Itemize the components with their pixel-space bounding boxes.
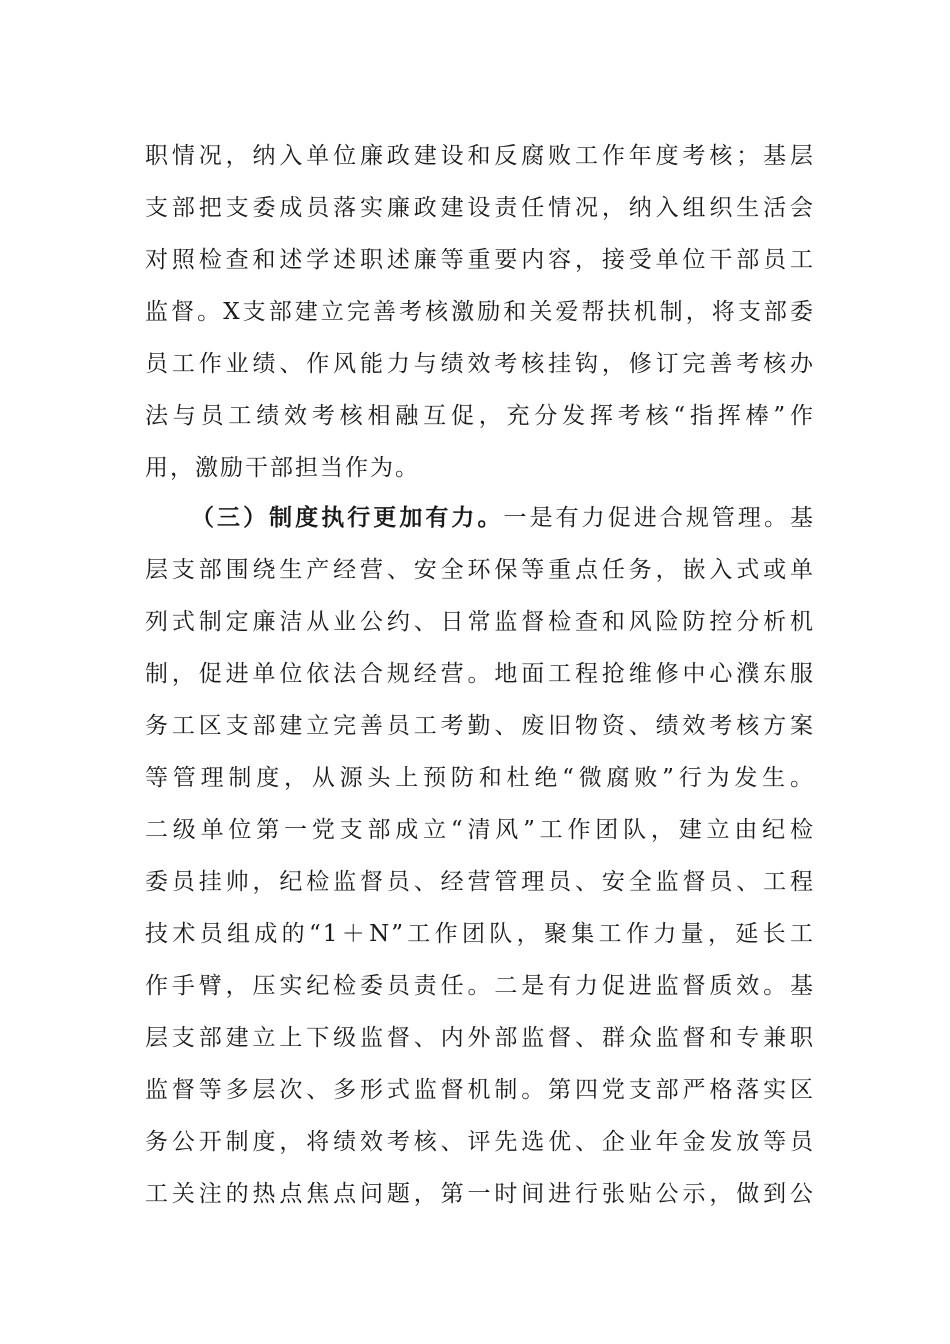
text-line: 对照检查和述学述职述廉等重要内容，接受单位干部员工 <box>145 247 815 273</box>
text-line: 职情况，纳入单位廉政建设和反腐败工作年度考核；基层 <box>145 143 815 169</box>
text-line: 层支部围绕生产经营、安全环保等重点任务，嵌入式或单 <box>145 557 815 583</box>
paragraph-assessment <box>145 130 815 494</box>
text-line: 监督等多层次、多形式监督机制。第四党支部严格落实区 <box>145 1077 815 1103</box>
text-line: 务工区支部建立完善员工考勤、废旧物资、绩效考核方案 <box>145 713 815 739</box>
text-line: 列式制定廉洁从业公约、日常监督检查和风险防控分析机 <box>145 609 815 635</box>
section-heading: （三）制度执行更加有力。 <box>191 504 504 531</box>
text-line: 制，促进单位依法合规经营。地面工程抢维修中心濮东服 <box>145 661 815 687</box>
text-line: 等管理制度，从源头上预防和杜绝“微腐败”行为发生。 <box>145 765 815 791</box>
text-line: 监督。X支部建立完善考核激励和关爱帮扶机制，将支部委 <box>145 299 815 325</box>
text-line: 员工作业绩、作风能力与绩效考核挂钩，修订完善考核办 <box>145 351 815 377</box>
text-line: 二级单位第一党支部成立“清风”工作团队，建立由纪检 <box>145 817 815 843</box>
text-line: 用，激励干部担当作为。 <box>145 455 420 481</box>
text-line: 技术员组成的“1＋N”工作团队，聚集工作力量，延长工 <box>145 921 815 947</box>
text-line: 法与员工绩效考核相融互促，充分发挥考核“指挥棒”作 <box>145 403 815 429</box>
text-line: 层支部建立上下级监督、内外部监督、群众监督和专兼职 <box>145 1025 815 1051</box>
text-line: 务公开制度，将绩效考核、评先选优、企业年金发放等员 <box>145 1129 815 1155</box>
text-line: 工关注的热点焦点问题，第一时间进行张贴公示，做到公 <box>145 1181 815 1207</box>
text-line: 支部把支委成员落实廉政建设责任情况，纳入组织生活会 <box>145 195 815 221</box>
text-line-first <box>145 492 815 544</box>
text-line: 委员挂帅，纪检监督员、经营管理员、安全监督员、工程 <box>145 869 815 895</box>
paragraph-system-execution <box>145 492 815 1220</box>
heading-continuation: 一是有力促进合规管理。基 <box>503 505 816 531</box>
text-line: 作手臂，压实纪检委员责任。二是有力促进监督质效。基 <box>145 973 815 999</box>
